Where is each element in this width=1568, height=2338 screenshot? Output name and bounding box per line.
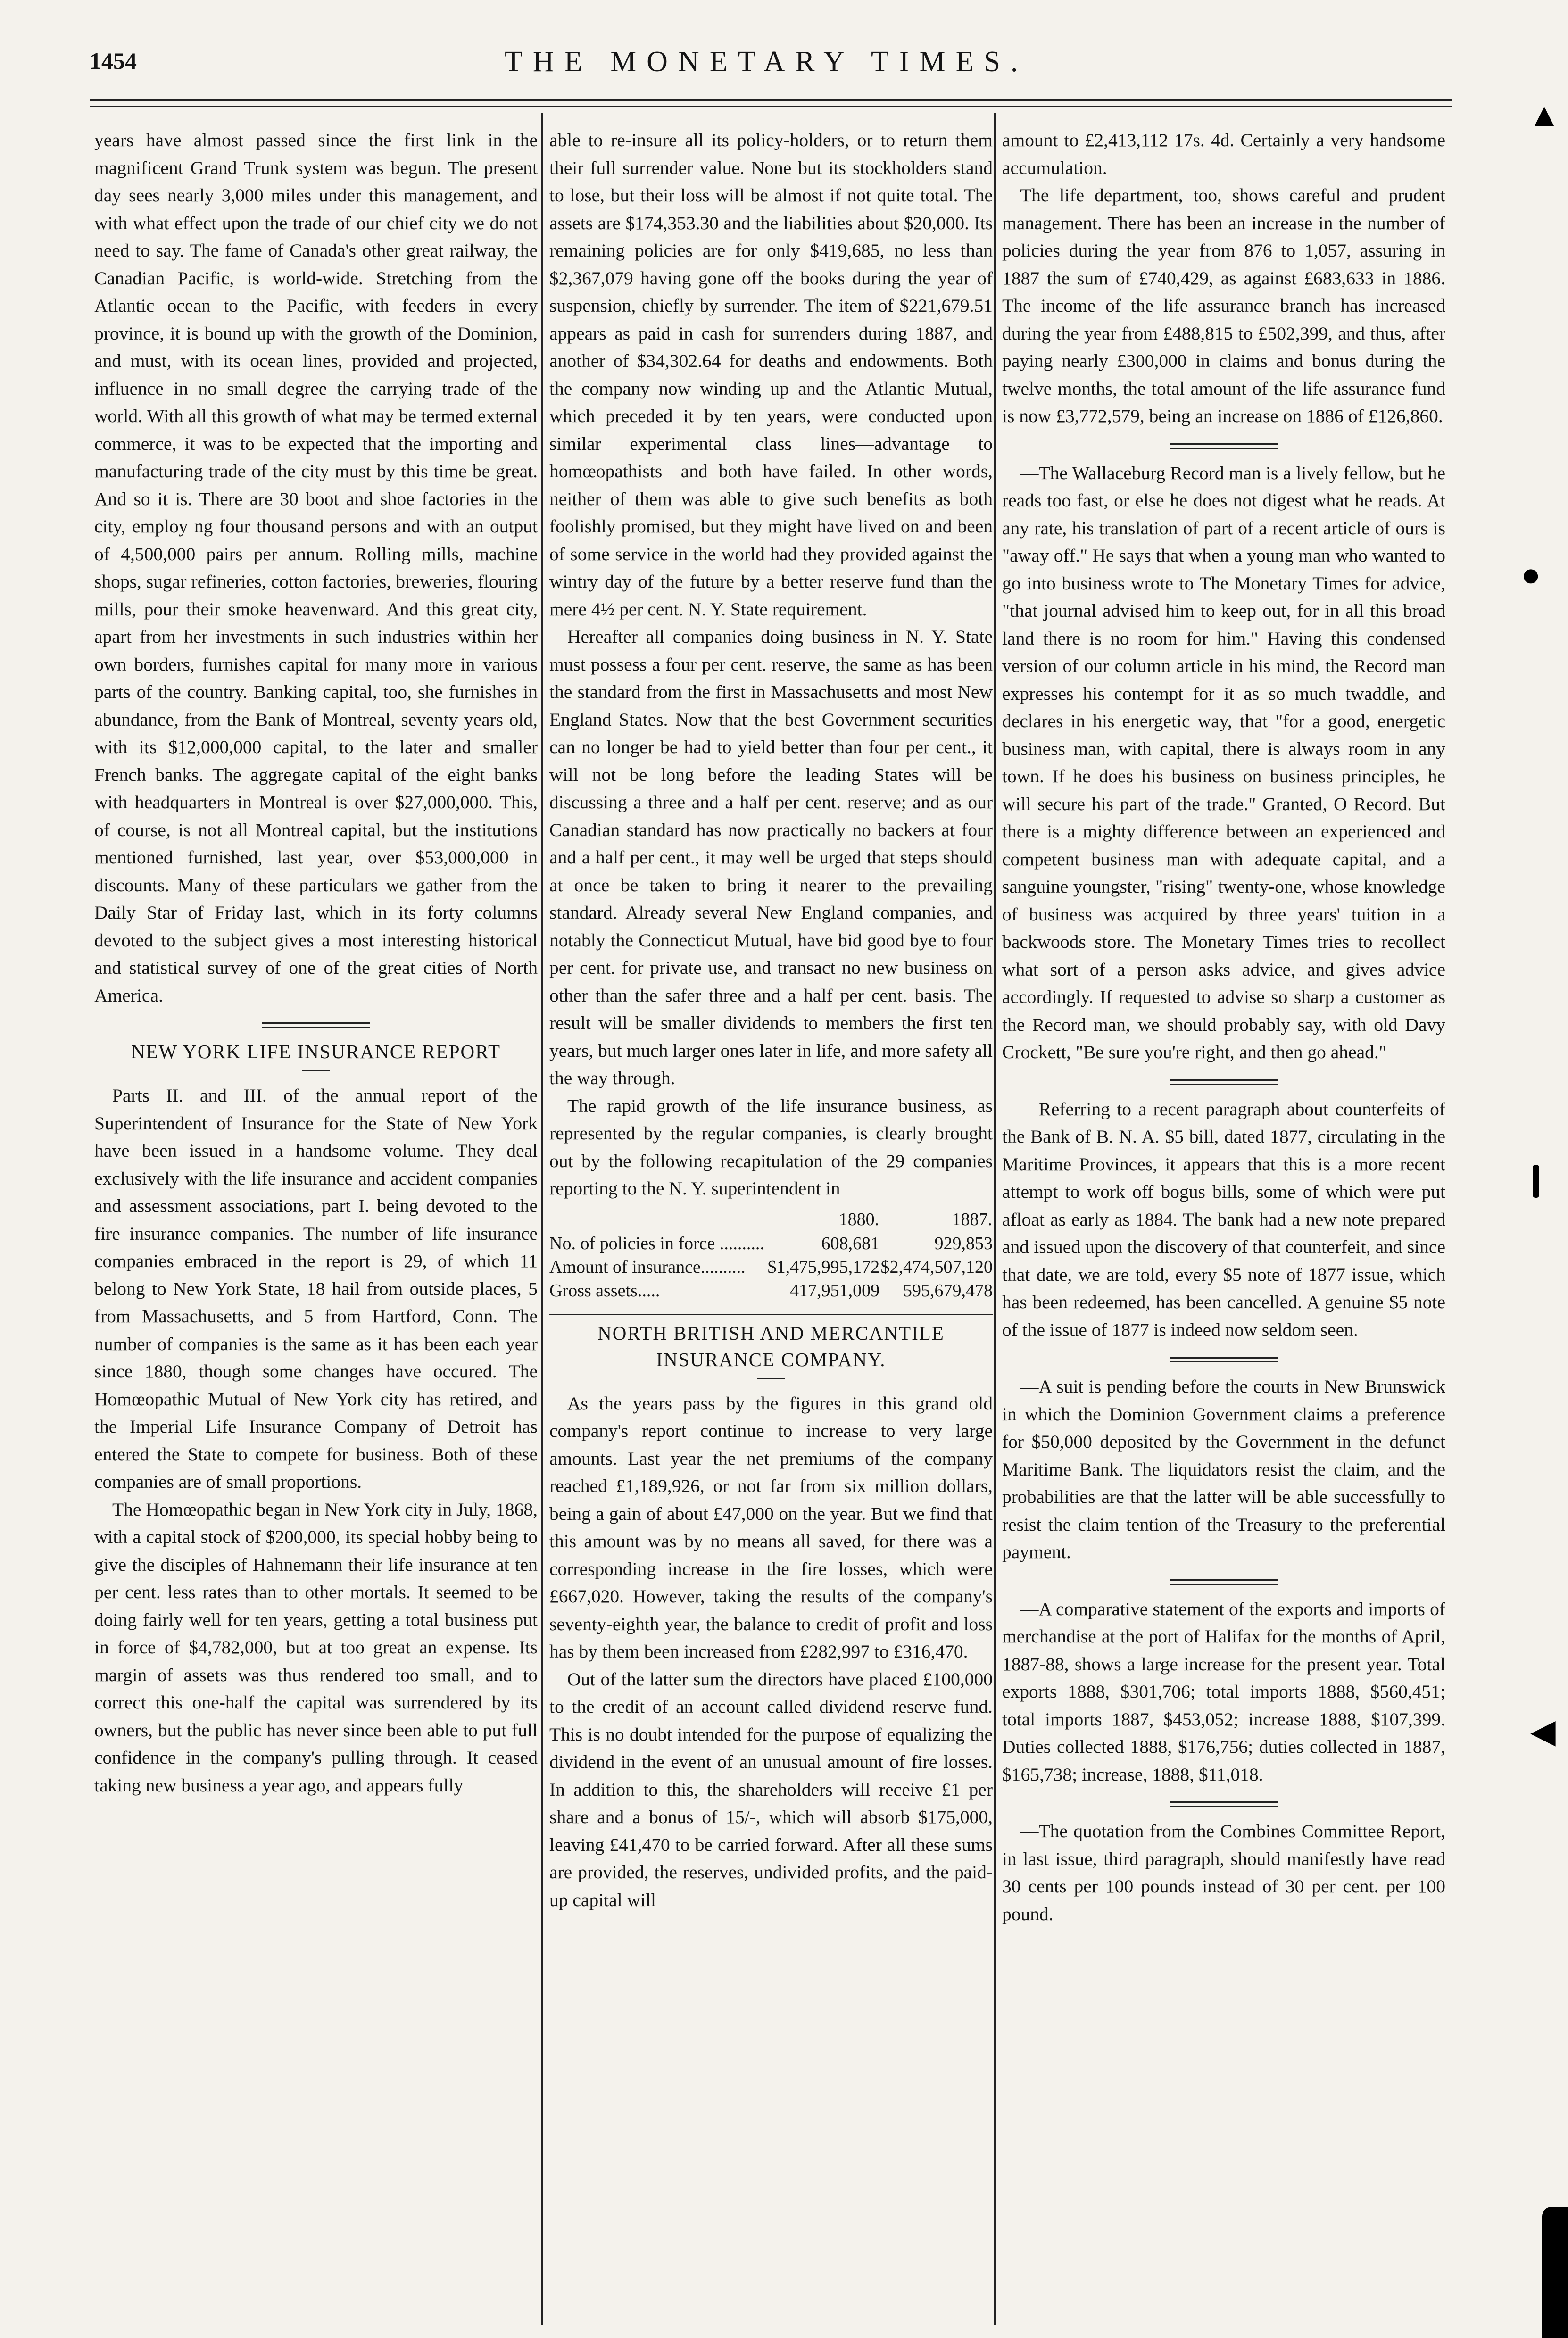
table-row: No. of policies in force .......... 608,681 929,853 (549, 1233, 993, 1253)
statistics-table (549, 1207, 993, 1302)
article-paragraph: The Homœopathic began in New York city in July, 1868, with a capital stock of $200,000, its special hobby being to give the disciples of Hahnemann their life insurance at ten per cent. less rates than to other mortals. It seemed to be doing fairly well for ten years, getting a total business put in force of $4,782,000, but at too great an expense. Its margin of assets was thus rendered too small, and to correct this one-half the capital was surrendered by its owners, but the public has never since been able to put full confidence in the company's pulling through. It ceased taking new business a year ago, and appears fully (94, 1499, 538, 1796)
article-heading: NORTH BRITISH AND MERCANTILE INSURANCE COMPANY. (597, 1322, 945, 1370)
page-header (90, 47, 1452, 85)
article-paragraph: —A comparative statement of the exports and imports of merchandise at the port of Halifax for the months of April, 1887-88, shows a large increase for the present year. Total exports 1888, $301,706; total imports 1888, $560,451; total imports 1887, $453,052; increase 1888, $107,399. Duties collected 1888, $176,756; duties collected in 1887, $165,738; increase, 1888, $11,018. (1002, 1598, 1445, 1785)
article-paragraph: —The Wallaceburg Record man is a lively fellow, but he reads too fast, or else he does not digest what he reads. At any rate, his translation of part of a recent article of ours is "away off." He says that when a young man who wanted to go into business wrote to The Monetary Times for advice, "that journal advised him to keep out, for in all this broad land there is no room for him." Having this condensed version of our column article in his mind, the Record man expresses his contempt for it as so much twaddle, and declares in his energetic way, that "for a good, energetic business man, with capital, there is always room in any town. If he does his business on business principles, he will secure his part of the trade." Granted, O Record. But there is a mighty difference between an experienced and competent business man with adequate capital, and a sanguine youngster, "rising" twenty-one, whose knowledge of business was acquired by three years' tuition in a backwoods store. The Monetary Times tries to recollect what sort of a person asks advice, and gives advice accordingly. If requested to advise so sharp a customer as the Record man, we should probably say, with old Davy Crockett, "Be sure you're right, and then go ahead." (1002, 462, 1445, 1062)
column-3 (1002, 126, 1445, 2329)
page-edge-shadow (1542, 2207, 1568, 2338)
margin-blot-mark: ● (1521, 557, 1541, 593)
section-separator (1170, 1079, 1278, 1085)
article-paragraph: —A suit is pending before the courts in New Brunswick in which the Dominion Government claims a preference for $50,000 deposited by the Government in the defunct Maritime Bank. The liquidators resist the claim, and the probabilities are that the latter will be able successfully to resist the claim tention of the Treasury to the preferential payment. (1002, 1376, 1445, 1562)
table-row: Gross assets..... 417,951,009 595,679,478 (549, 1280, 993, 1301)
article-paragraph: The life department, too, shows careful and prudent management. There has been an increase in the number of policies during the year from 876 to 1,057, assuring in 1887 the sum of £740,429, as against £683,633 in 1886. The income of the life assurance branch has increased during the year from £488,815 to £502,399, and thus, after paying nearly £300,000 in claims and bonus during the twelve months, the total amount of the life assurance fund is now £3,772,579, being an increase on 1886 of £126,860. (1002, 185, 1445, 426)
table-row: Amount of insurance.......... $1,475,995,172 $2,474,507,120 (549, 1257, 993, 1277)
heading-rule (757, 1378, 785, 1379)
table-header: 1880. (838, 1209, 879, 1229)
article-paragraph: Hereafter all companies doing business in N. Y. State must possess a four per cent. reserve, the same as has been the standard from the first in Massachusetts and most New England States. Now that the best Government securities can no longer be had to yield better than four per cent., it will not be long before the leading States will be discussing a three and a half per cent. reserve; and as our Canadian standard has now practically no backers at four and a half per cent., it may well be urged that steps should at once be taken to bring it nearer to the prevailing standard. Already several New England companies, and notably the Connecticut Mutual, have bid good bye to four per cent. for private use, and transact no new business on other than the safer three and a half per cent. basis. The result will be smaller dividends to members the first ten years, but much larger ones later in life, and more safety all the way through. (549, 626, 993, 1088)
article-paragraph: The rapid growth of the life insurance business, as represented by the regular companies, is clearly brought out by the following recapitulation of the 29 companies reporting to the N. Y. superintendent in (549, 1095, 993, 1199)
article-heading: NEW YORK LIFE INSURANCE REPORT (131, 1041, 501, 1062)
article-paragraph: amount to £2,413,112 17s. 4d. Certainly a very handsome accumulation. (1002, 130, 1445, 178)
margin-tick-mark (1533, 1165, 1539, 1198)
column-1 (94, 126, 538, 2329)
article-paragraph: Out of the latter sum the directors have placed £100,000 to the credit of an account called dividend reserve fund. This is no doubt intended for the purpose of equalizing the dividend in the event of an unusual amount of fire losses. In addition to this, the shareholders will receive £1 per share and a bonus of 15/-, which will absorb $175,000, leaving £41,470 to be carried forward. After all these sums are provided, the reserves, undivided profits, and the paid-up capital will (549, 1668, 993, 1910)
table-rule (549, 1314, 993, 1315)
header-rule-thin (90, 106, 1452, 107)
section-separator (262, 1022, 370, 1028)
column-divider (541, 113, 543, 2325)
section-separator (1170, 1357, 1278, 1362)
page-number: 1454 (90, 48, 137, 74)
section-separator (1170, 443, 1278, 449)
margin-arrow-mark: ▲ (1528, 97, 1561, 133)
column-divider (994, 113, 996, 2325)
article-paragraph: years have almost passed since the first link in the magnificent Grand Trunk system was begun. The present day sees nearly 3,000 miles under this management, and with what effect upon the trade of our chief city we do not need to say. The fame of Canada's other great railway, the Canadian Pacific, is world-wide. Stretching from the Atlantic ocean to the Pacific, with feeders in every province, it is bound up with the growth of the Dominion, and must, with its ocean lines, provided and projected, influence in no small degree the carrying trade of the world. With all this growth of what may be termed external commerce, it was to be expected that the importing and manufacturing trade of the city must by this time be great. And so it is. There are 30 boot and shoe factories in the city, employ ng four thousand persons and with an output of 4,500,000 pairs per annum. Rolling mills, machine shops, sugar refineries, cotton factories, breweries, flouring mills, pour their smoke heavenward. And this great city, apart from her investments in such industries within her own borders, furnishes capital for many more in various parts of the country. Banking capital, too, she furnishes in abundance, from the Bank of Montreal, seventy years old, with its $12,000,000 capital, to the later and smaller French banks. The aggregate capital of the eight banks with headquarters in Montreal is over $27,000,000. This, of course, is not all Montreal capital, but the institutions mentioned furnished, last year, over $53,000,000 in discounts. Many of these particulars we gather from the Daily Star of Friday last, which in its forty columns devoted to the subject gives a most interesting historical and statistical survey of one of the great cities of North America. (94, 130, 538, 1006)
column-2 (549, 126, 993, 2329)
section-separator (1170, 1801, 1278, 1807)
header-rule (90, 99, 1452, 101)
running-title: THE MONETARY TIMES. (505, 46, 1029, 78)
margin-arrow-mark: ◀ (1530, 1714, 1556, 1750)
article-paragraph: Parts II. and III. of the annual report of the Superintendent of Insurance for the State of New York have been issued in a handsome volume. They deal exclusively with the life insurance and accident companies and assessment associations, part I. being devoted to the fire insurance companies. The number of life insurance companies embraced in the report is 29, of which 11 belong to New York State, 18 hail from outside places, 5 from Massachusetts, and 5 from Hartford, Conn. The number of companies is the same as it has been each year since 1880, though some changes have occured. The Homœopathic Mutual of New York city has retired, and the Imperial Life Insurance Company of Detroit has entered the State to compete for business. Both of these companies are of small proportions. (94, 1085, 538, 1492)
heading-rule (302, 1070, 330, 1071)
article-paragraph: able to re-insure all its policy-holders, or to return them their full surrender value. None but its stockholders stand to lose, but their loss will be almost if not quite total. The assets are $174,353.30 and the liabilities about $20,000. Its remaining policies are for only $419,685, no less than $2,367,079 having gone off the books during the year of suspension, chiefly by surrender. The item of $221,679.51 appears as paid in cash for surrenders during 1887, and another of $34,302.64 for deaths and endowments. Both the company now winding up and the Atlantic Mutual, which preceded it by ten years, were conducted upon similar experimental class lines—advantage to homœopathists—and both have failed. In other words, neither of them was able to give such benefits as both foolishly promised, but they might have lived on and been of some service in the world had they provided against the wintry day of the future by a better reserve fund than the mere 4½ per cent. N. Y. State requirement. (549, 130, 993, 620)
table-header: 1887. (952, 1209, 992, 1229)
section-separator (1170, 1579, 1278, 1585)
article-paragraph: As the years pass by the figures in this grand old company's report continue to increase to very large amounts. Last year the net premiums of the company reached £1,189,926, or not far from six million dollars, being a gain of about £47,000 on the year. But we find that this amount was by no means all saved, for there was a corresponding increase in the fire losses, which were £667,020. However, taking the results of the company's seventy-eighth year, the balance to credit of profit and loss has by them been increased from £282,997 to £316,470. (549, 1393, 993, 1662)
article-paragraph: —The quotation from the Combines Committee Report, in last issue, third paragraph, should manifestly have read 30 cents per 100 pounds instead of 30 per cent. per 100 pound. (1002, 1821, 1445, 1924)
article-paragraph: —Referring to a recent paragraph about counterfeits of the Bank of B. N. A. $5 bill, dated 1877, circulating in the Maritime Provinces, it appears that this is a more recent attempt to work off bogus bills, some of which were put afloat as early as 1884. The bank had a new note prepared and issued upon the discovery of that counterfeit, and since that date, we are told, every $5 note of 1877 issue, which has been redeemed, has been cancelled. A genuine $5 note of the issue of 1877 is indeed now seldom seen. (1002, 1098, 1445, 1340)
